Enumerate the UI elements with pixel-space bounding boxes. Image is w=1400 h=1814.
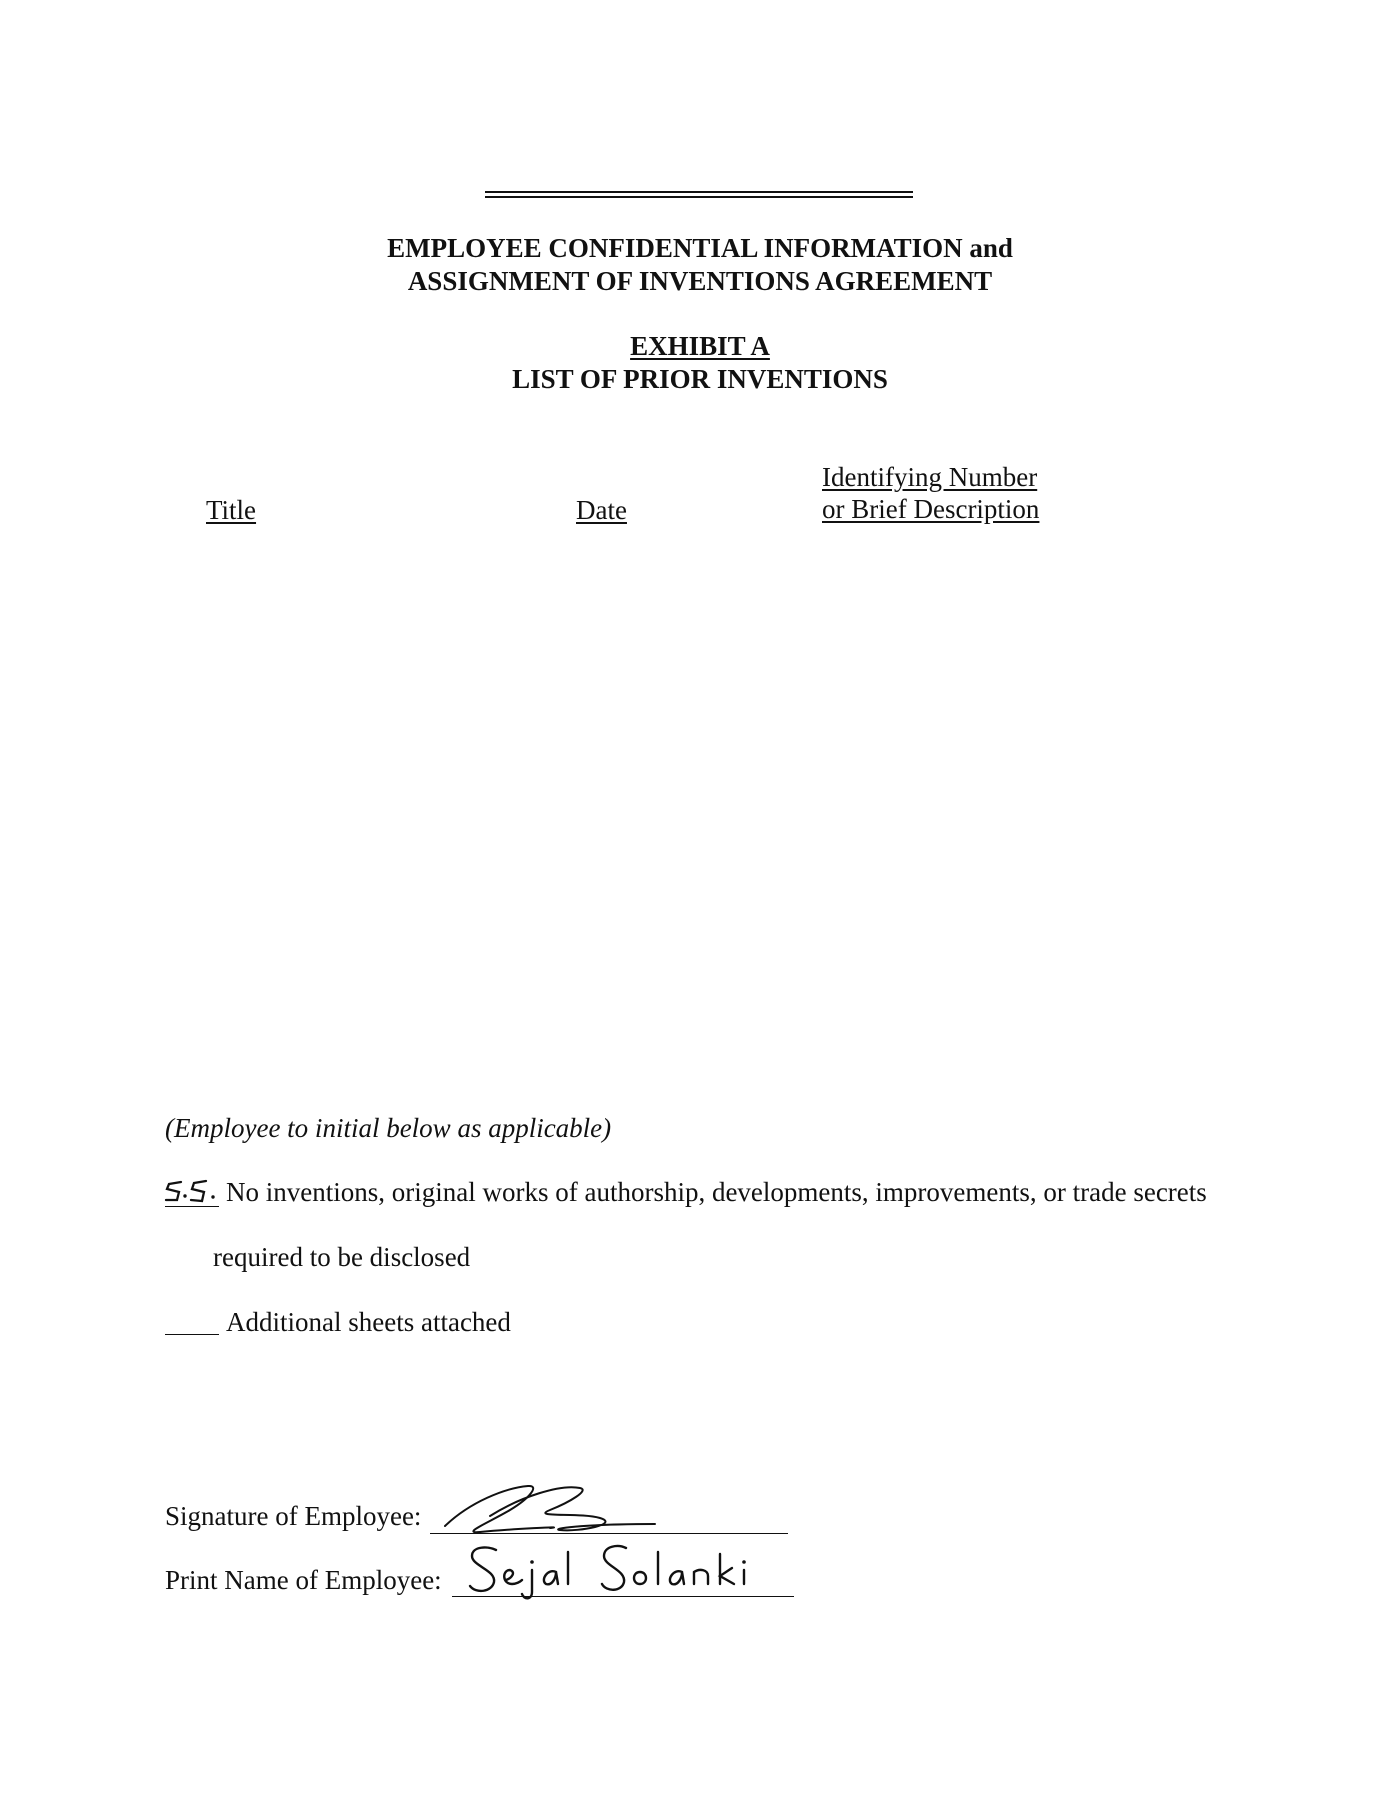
- column-header-identifier-1: Identifying Number: [822, 462, 1038, 492]
- column-header-identifier-2: or Brief Description: [822, 494, 1040, 524]
- document-title-line1: EMPLOYEE CONFIDENTIAL INFORMATION and: [387, 233, 1013, 263]
- handwritten-name: [452, 1536, 794, 1606]
- initials-field-no-inventions[interactable]: [165, 1176, 219, 1207]
- initial-instruction: (Employee to initial below as applicable): [165, 1113, 612, 1143]
- initials-field-additional-sheets[interactable]: [165, 1304, 219, 1335]
- option-no-inventions-text: No inventions, original works of authorship, developments, improvements, or trade secrets: [226, 1177, 1207, 1207]
- exhibit-subtitle: LIST OF PRIOR INVENTIONS: [512, 364, 888, 394]
- option-additional-sheets-text: Additional sheets attached: [226, 1307, 511, 1337]
- column-header-date: Date: [576, 495, 627, 525]
- signature-field[interactable]: [430, 1500, 788, 1534]
- signature-label: Signature of Employee:: [165, 1501, 422, 1531]
- column-header-title: Title: [206, 495, 257, 525]
- print-name-field[interactable]: [452, 1562, 794, 1597]
- option-no-inventions-text-cont: required to be disclosed: [213, 1242, 471, 1272]
- handwritten-signature: [430, 1472, 788, 1542]
- header-rule: [485, 191, 913, 198]
- exhibit-label-text: EXHIBIT A: [630, 331, 770, 361]
- handwritten-initials: [165, 1176, 219, 1206]
- print-name-label: Print Name of Employee:: [165, 1565, 442, 1595]
- exhibit-label: [0, 330, 1400, 363]
- document-title-line2: ASSIGNMENT OF INVENTIONS AGREEMENT: [407, 266, 993, 296]
